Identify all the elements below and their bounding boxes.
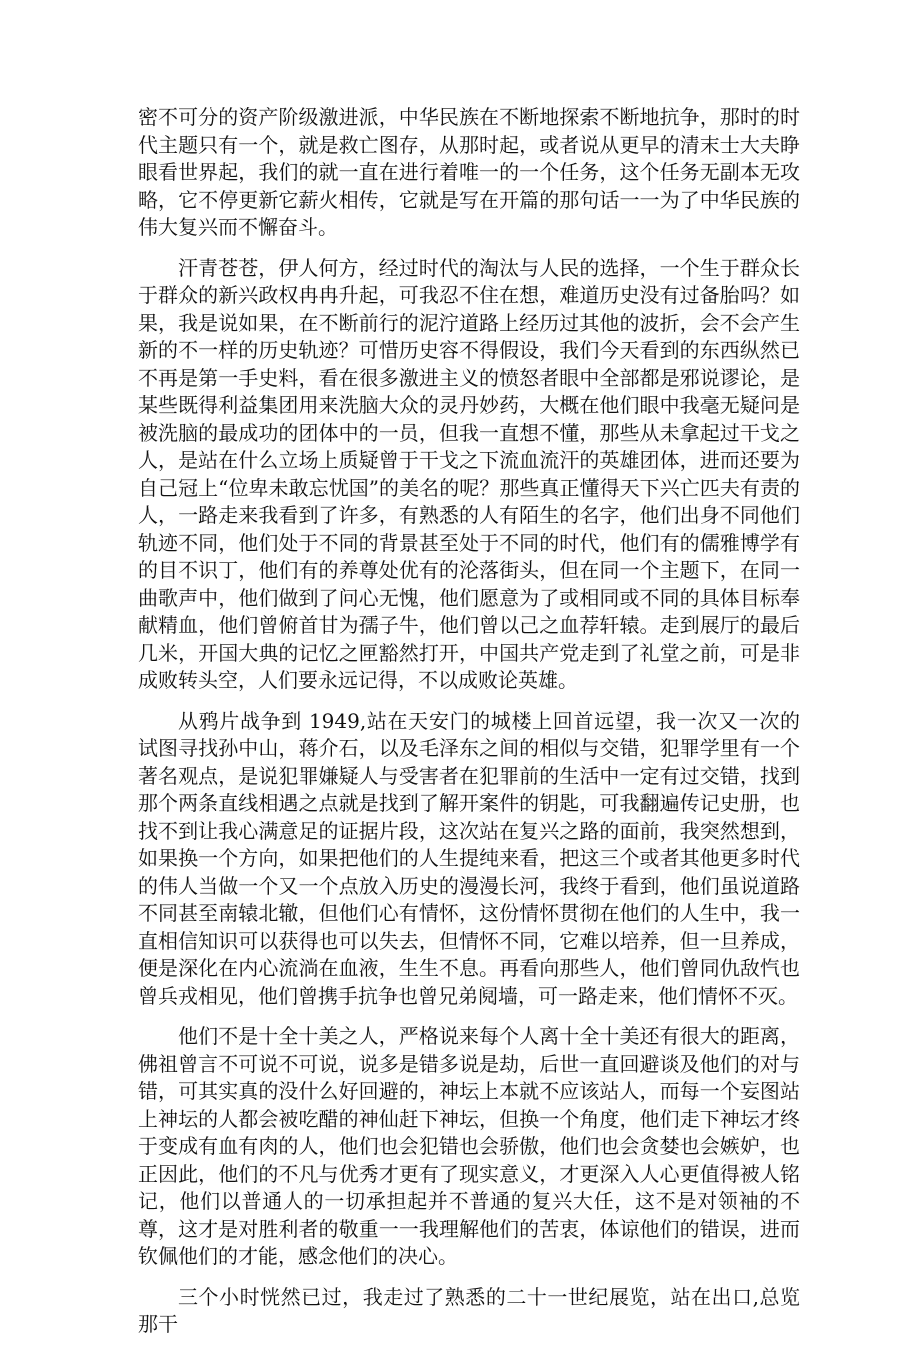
paragraph-2: 汗青苍苍，伊人何方，经过时代的淘汰与人民的选择，一个生于群众长于群众的新兴政权冉冉升起，可我忍不住在想，难道历史没有过备胎吗？如果，我是说如果，在不断前行的泥泞道路上经历过其他的波折，会不会产生新的不一样的历史轨迹？可惜历史容不得假设，我们今天看到的东西纵然已不再是第一手史料，看在很多激进主义的愤怒者眼中全部都是邪说谬论，是某些既得利益集团用来洗脑大众的灵丹妙药，大概在他们眼中我毫无疑问是被洗脑的最成功的团体中的一员，但我一直想不懂，那些从未拿起过干戈之人，是站在什么立场上质疑曾于干戈之下流血流汗的英雄团体，进而还要为自己冠上“位卑未敢忘忧国”的美名的呢？那些真正懂得天下兴亡匹夫有责的人，一路走来我看到了许多，有熟悉的人有陌生的名字，他们出身不同他们轨迹不同，他们处于不同的背景甚至处于不同的时代，他们有的儒雅博学有的目不识丁，他们有的养尊处优有的沦落街头，但在同一个主题下，在同一曲歌声中，他们做到了问心无愧，他们愿意为了或相同或不同的具体目标奉献精血，他们曾俯首甘为孺子牛，他们曾以己之血荐轩辕。走到展厅的最后几米，开国大典的记忆之匣豁然打开，中国共产党走到了礼堂之前，可是非成败转头空，人们要永远记得，不以成败论英雄。: [138, 255, 800, 692]
paragraph-1: 密不可分的资产阶级激进派，中华民族在不断地探索不断地抗争，那时的时代主题只有一个，就是救亡图存，从那时起，或者说从更早的清末士大夫睁眼看世界起，我们的就一直在进行着唯一的一个任务，这个任务无副本无攻略，它不停更新它薪火相传，它就是写在开篇的那句话一一为了中华民族的伟大复兴而不懈奋斗。: [138, 105, 800, 239]
document-page: [138, 104, 800, 1352]
paragraph-4: 他们不是十全十美之人，严格说来每个人离十全十美还有很大的距离，佛祖曾言不可说不可说，说多是错多说是劫，后世一直回避谈及他们的对与错，可其实真的没什么好回避的，神坛上本就不应该站人，而每一个妄图站上神坛的人都会被吃醋的神仙赶下神坛，但换一个角度，他们走下神坛才终于变成有血有肉的人，他们也会犯错也会骄傲，他们也会贪婪也会嫉妒，也正因此，他们的不凡与优秀才更有了现实意义，才更深入人心更值得被人铭记，他们以普通人的一切承担起并不普通的复兴大任，这不是对领袖的不尊，这才是对胜利者的敬重一一我理解他们的苦衷，体谅他们的错误，进而钦佩他们的才能，感念他们的决心。: [138, 1024, 800, 1268]
paragraph-5: 三个小时恍然已过，我走过了熟悉的二十一世纪展览，站在出口,总览那干: [138, 1284, 800, 1336]
paragraph-3: 从鸦片战争到 1949,站在天安门的城楼上回首远望，我一次又一次的试图寻找孙中山，蒋介石，以及毛泽东之间的相似与交错，犯罪学里有一个著名观点，是说犯罪嫌疑人与受害者在犯罪前的生活中一定有过交错，找到那个两条直线相遇之点就是找到了解开案件的钥匙，可我翻遍传记史册，也找不到让我心满意足的证据片段，这次站在复兴之路的面前，我突然想到，如果换一个方向，如果把他们的人生提纯来看，把这三个或者其他更多时代的伟人当做一个又一个点放入历史的漫漫长河，我终于看到，他们虽说道路不同甚至南辕北辙，但他们心有情怀，这份情怀贯彻在他们的人生中，我一直相信知识可以获得也可以失去，但情怀不同，它难以培养，但一旦养成，便是深化在内心流淌在血液，生生不息。再看向那些人，他们曾同仇敌忾也曾兵戎相见，他们曾携手抗争也曾兄弟阋墙，可一路走来，他们情怀不灭。: [138, 708, 800, 1008]
